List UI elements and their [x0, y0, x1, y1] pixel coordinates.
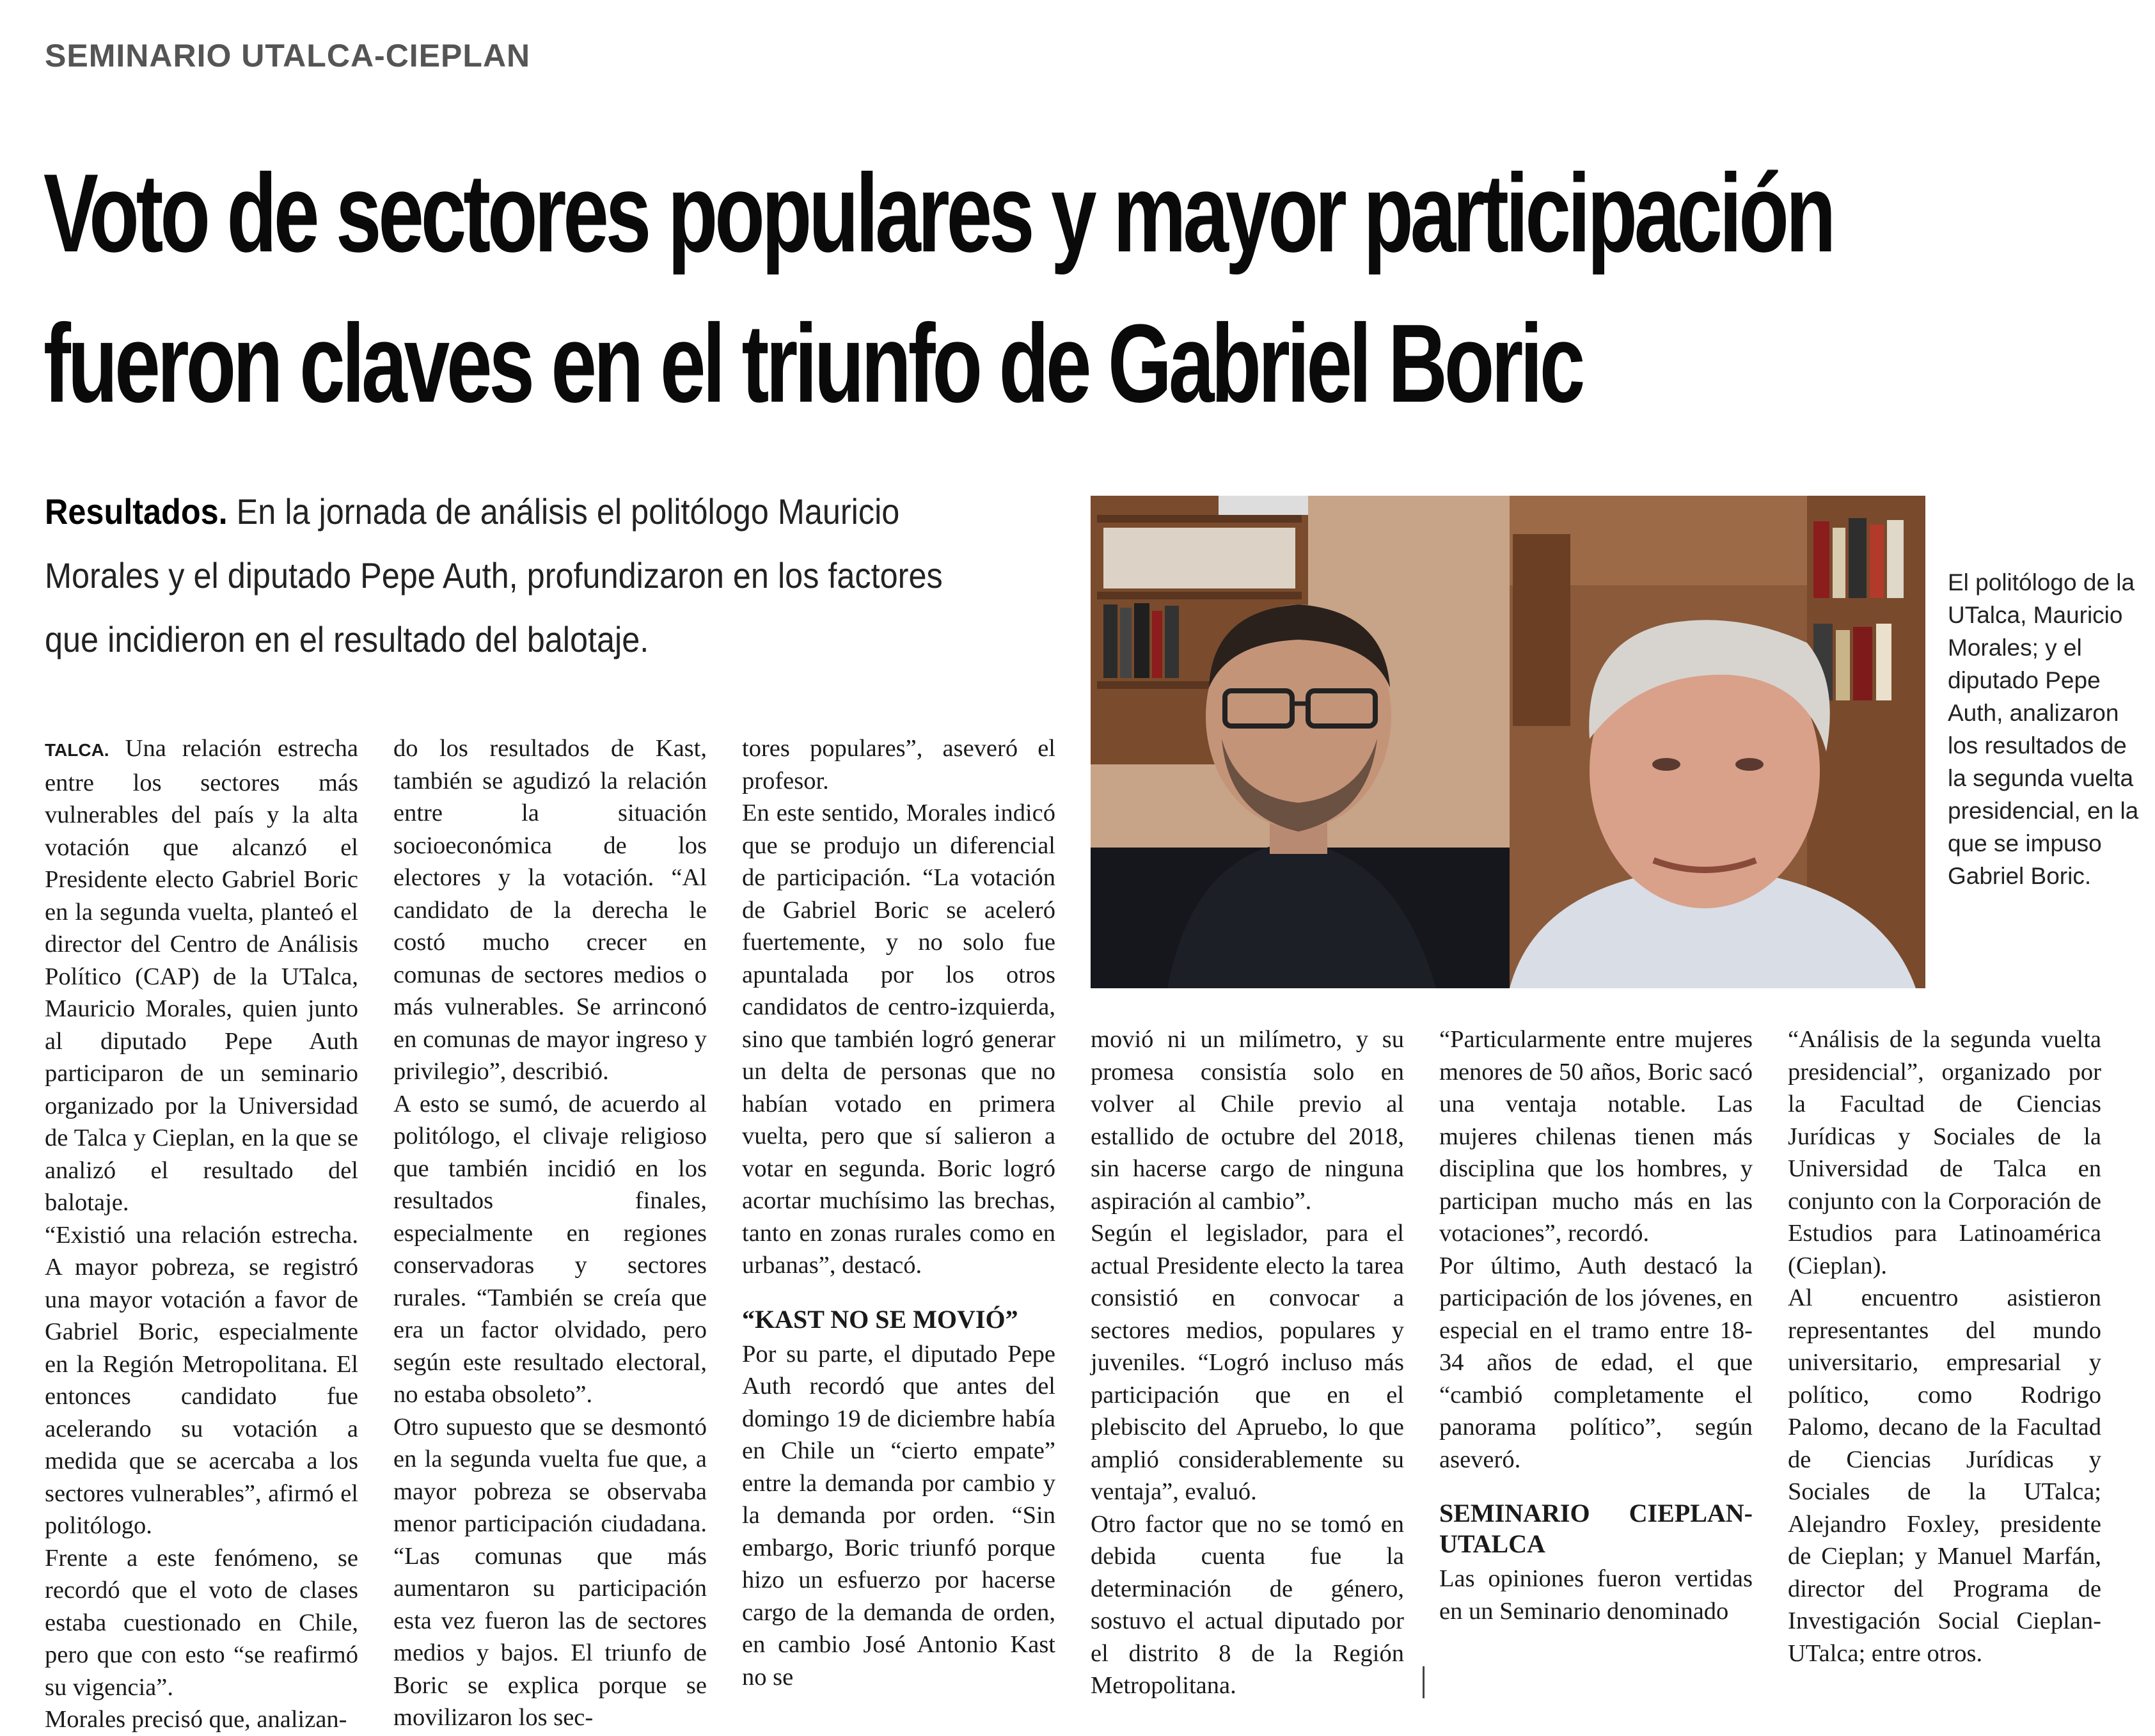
paragraph: movió ni un milímetro, y su promesa consistía solo en volver al Chile previo al estallido de octubre del 2018, sin hacerse cargo de ninguna aspiración al cambio”. [1091, 1026, 1404, 1215]
paragraph: Según el legislador, para el actual Presidente electo la tarea consistió en convocar a sectores medios, populares y juveniles. “Logró incluso más participación que en el plebiscito del Apruebo, lo que amplió considerablemente su ventaja”, evaluó. [1091, 1220, 1404, 1505]
paragraph: “Existió una relación estrecha. A mayor pobreza, se registró una mayor votación a favor de Gabriel Boric, especialmente en la Región Metropolitana. El entonces candidato fue acelerando su votación a medida que se acercaba a los sectores vulnerables”, afirmó el politólogo. [45, 1221, 358, 1539]
subheading-kast: “KAST NO SE MOVIÓ” [742, 1304, 1018, 1334]
video-call-photo [1091, 496, 1925, 988]
paragraph: Frente a este fenómeno, se recordó que el voto de clases estaba cuestionado en Chile, pero que con esto “se reafirmó su vigencia”. [45, 1544, 358, 1701]
headline [43, 138, 1833, 438]
column-divider [1423, 1666, 1425, 1698]
paragraph: Las opiniones fueron vertidas en un Seminario denominado [1439, 1565, 1753, 1625]
paragraph: Al encuentro asistieron representantes del mundo universitario, empresarial y político, como Rodrigo Palomo, decano de la Facultad de Ciencias Jurídicas y Sociales de la UTalca; Alejandro Foxley, presidente de Cieplan; y Manuel Marfán, director del Programa de Investigación Social Cieplan-UTalca; entre otros. [1788, 1284, 2101, 1667]
paragraph: En este sentido, Morales indicó que se produjo un diferencial de participación. “La votación de Gabriel Boric se aceleró fuertemente, y no solo fue apuntalada por los otros candidatos de centro-izquierda, sino que también logró generar un delta de personas que no habían votado en primera vuelta, pero que sí salieron a votar en segunda. Boric logró acortar muchísimo las brechas, tanto en zonas rurales como en urbanas”, destacó. [742, 800, 1055, 1279]
headline-line-2: fueron claves en el triunfo de Gabriel Boric [43, 301, 1583, 425]
paragraph [45, 732, 358, 1219]
headline-line-1: Voto de sectores populares y mayor participación [43, 150, 1833, 275]
photo-caption: El politólogo de la UTalca, Mauricio Morales; y el diputado Pepe Auth, analizaron los resultados de la segunda vuelta presidencial, en la que se impuso Gabriel Boric. [1948, 569, 2139, 889]
body-column-3 [742, 732, 1055, 1693]
paragraph: tores populares”, aseveró el profesor. [742, 735, 1055, 794]
subheading-seminario: SEMINARIO CIEPLAN-UTALCA [1439, 1499, 1753, 1558]
paragraph: “Análisis de la segunda vuelta presidencial”, organizado por la Facultad de Ciencias Jurídicas y Sociales de la Universidad de Talca en conjunto con la Corporación de Estudios para Latinoamérica (Cieplan). [1788, 1026, 2101, 1279]
dateline: TALCA. [45, 740, 109, 760]
lead-paragraph [45, 480, 954, 672]
paragraph: Otro factor que no se tomó en debida cuenta fue la determinación de género, sostuvo el actual diputado por el distrito 8 de la Región Metropolitana. [1091, 1510, 1404, 1699]
paragraph: Morales precisó que, analizan- [45, 1706, 347, 1733]
body-column-5 [1439, 1023, 1753, 1627]
paragraph-text: Una relación estrecha entre los sectores más vulnerables del país y la alta votación que alcanzó el Presidente electo Gabriel Boric en la segunda vuelta, planteó el director del Centro de Análisis Político (CAP) de la UTalca, Mauricio Morales, quien junto al diputado Pepe Auth participaron de un seminario organizado por la Universidad de Talca y Cieplan, en la que se analizó el resultado del balotaje. [45, 735, 358, 1216]
paragraph: “Particularmente entre mujeres menores de 50 años, Boric sacó una ventaja notable. Las mujeres chilenas tienen más disciplina que los hombres, y participan mucho más en las votaciones”, recordó. [1439, 1026, 1753, 1247]
video-call-illustration [1091, 496, 1925, 988]
paragraph: Por su parte, el diputado Pepe Auth recordó que antes del domingo 19 de diciembre había en Chile un “cierto empate” entre la demanda por cambio y la demanda por orden. “Sin embargo, Boric triunfó porque hizo un esfuerzo por hacerse cargo de la demanda de orden, en cambio José Antonio Kast no se [742, 1340, 1055, 1691]
paragraph: A esto se sumó, de acuerdo al politólogo, el clivaje religioso que también incidió en los resultados finales, especialmente en regiones conservadoras y sectores rurales. “También se creía que era un factor olvidado, pero según este resultado electoral, no estaba obsoleto”. [393, 1090, 707, 1408]
paragraph: do los resultados de Kast, también se agudizó la relación entre la situación socioeconómica de los electores y la votación. “Al candidato de la derecha le costó mucho crecer en comunas de sectores medios o más vulnerables. Se arrinconó en comunas de mayor ingreso y privilegio”, describió. [393, 735, 707, 1085]
body-column-2 [393, 732, 707, 1734]
lead-text: En la jornada de análisis el politólogo Mauricio Morales y el diputado Pepe Auth, profundizaron en los factores que incidieron en el resultado del balotaje. [45, 491, 943, 659]
body-column-4 [1091, 1023, 1404, 1702]
section-label: SEMINARIO UTALCA-CIEPLAN [45, 38, 531, 74]
body-column-1 [45, 732, 358, 1736]
lead-label: Resultados. [45, 491, 228, 532]
paragraph: Por último, Auth destacó la participación de los jóvenes, en especial en el tramo entre 18-34 años de edad, el que “cambió completamente el panorama político”, según aseveró. [1439, 1252, 1753, 1473]
paragraph: Otro supuesto que se desmontó en la segunda vuelta fue que, a mayor pobreza se observaba menor participación ciudadana. “Las comunas que más aumentaron su participación esta vez fueron las de sectores medios y bajos. El triunfo de Boric se explica porque se movilizaron los sec- [393, 1413, 707, 1731]
body-column-6 [1788, 1023, 2101, 1669]
